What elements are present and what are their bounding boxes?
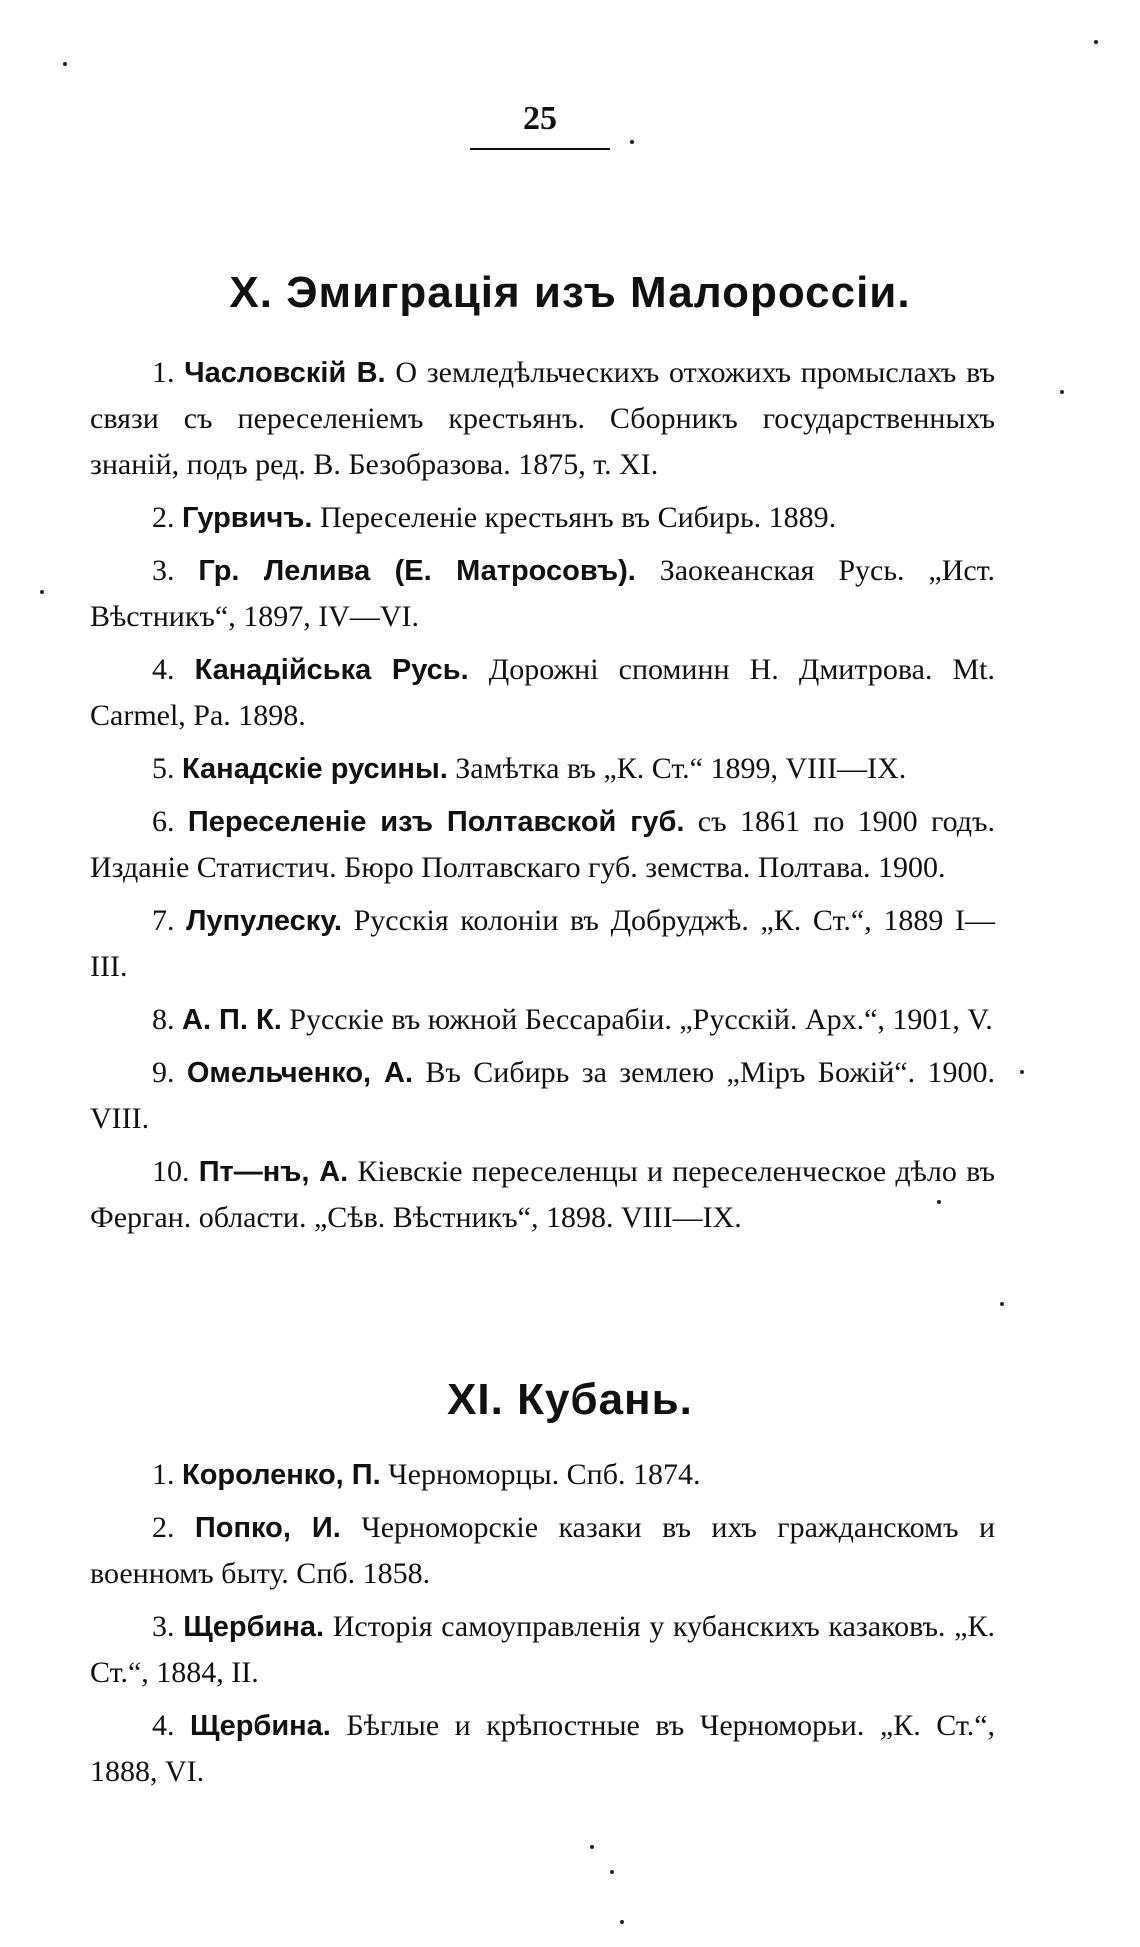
entry-text: Дорожні споминн Н. Дмитрова. Mt. Carmel, Pa. 1898. — [90, 653, 995, 732]
entry-text: Русскія колоніи въ Добруджѣ. „К. Ст.“, 1889 I—III. — [90, 904, 996, 983]
bibliography-entry: 2. Попко, И. Черноморскіе казаки въ ихъ гражданскомъ и военномъ быту. Спб. 1858. — [90, 1511, 996, 1590]
entry-author: А. П. К. — [182, 1004, 282, 1036]
entry-author: Щербина. — [190, 1710, 331, 1742]
section-title-kuban: XI. Кубань. — [447, 1375, 693, 1424]
entry-author: Пт—нъ, А. — [198, 1156, 349, 1188]
scan-speck — [1000, 1302, 1004, 1306]
bibliography-entry: 3. Гр. Лелива (Е. Матросовъ). Заокеанская Русь. „Ист. Вѣстникъ“, 1897, IV—VI. — [90, 554, 996, 633]
entry-author: Гурвичъ. — [182, 502, 313, 534]
bibliography-entry: 1. Часловскій В. О земледѣльческихъ отхожихъ промыслахъ въ связи съ переселеніемъ крестьянъ. Сборникъ государственныхъ знаній, подъ ред. В. Безобразова. 1875, т. XI. — [90, 356, 996, 481]
bibliography-entry: 2. Гурвичъ. Переселеніе крестьянъ въ Сибирь. 1889. — [152, 501, 837, 534]
entry-author: Часловскій В. — [184, 357, 386, 389]
scan-speck — [620, 1920, 624, 1924]
scan-speck — [1094, 40, 1098, 44]
entry-author: Щербина. — [183, 1611, 325, 1643]
scan-speck — [630, 140, 634, 144]
entry-text: Бѣглые и крѣпостные въ Черноморьи. „К. Ст.“, 1888, VI. — [90, 1709, 996, 1788]
scan-speck — [937, 1200, 941, 1204]
bibliography-entry: 5. Канадскіе русины. Замѣтка въ „К. Ст.“ 1899, VIII—IX. — [152, 752, 907, 785]
page-number: 25 — [470, 100, 610, 150]
bibliography-entry: 8. А. П. К. Русскіе въ южной Бессарабіи. „Русскій. Арх.“, 1901, V. — [152, 1003, 993, 1036]
entry-author: Попко, И. — [194, 1512, 341, 1544]
bibliography-list-emigration — [90, 350, 995, 1248]
entry-author: Короленко, П. — [182, 1459, 381, 1491]
bibliography-entry: 10. Пт—нъ, А. Кіевскіе переселенцы и переселенческое дѣло въ Ферган. области. „Сѣв. Вѣстникъ“, 1898. VIII—IX. — [90, 1155, 996, 1234]
entry-author: Лупулеску. — [186, 905, 342, 937]
entry-author: Переселеніе изъ Полтавской губ. — [187, 806, 685, 838]
entry-text: Кіевскіе переселенцы и переселенческое дѣло въ Ферган. области. „Сѣв. Вѣстникъ“, 1898. VIII—IX. — [90, 1155, 996, 1234]
entry-text: Русскіе въ южной Бессарабіи. „Русскій. Арх.“, 1901, V. — [289, 1003, 993, 1036]
entry-author: Канадійська Русь. — [194, 654, 469, 686]
entry-text: Черноморскіе казаки въ ихъ гражданскомъ и военномъ быту. Спб. 1858. — [90, 1511, 996, 1590]
bibliography-entry: 1. Короленко, П. Черноморцы. Спб. 1874. — [152, 1458, 701, 1491]
bibliography-entry: 6. Переселеніе изъ Полтавской губ. съ 1861 по 1900 годъ. Изданіе Статистич. Бюро Полтавскаго губ. земства. Полтава. 1900. — [90, 805, 995, 884]
bibliography-list-kuban — [90, 1452, 995, 1802]
entry-text: О земледѣльческихъ отхожихъ промыслахъ въ связи съ переселеніемъ крестьянъ. Сборникъ государственныхъ знаній, подъ ред. В. Безобразова. 1875, т. XI. — [90, 356, 996, 481]
entry-text: Исторія самоуправленія у кубанскихъ казаковъ. „К. Ст.“, 1884, II. — [90, 1610, 996, 1689]
scan-speck — [40, 590, 44, 594]
entry-text: Черноморцы. Спб. 1874. — [388, 1458, 701, 1491]
bibliography-entry: 9. Омельченко, А. Въ Сибирь за землею „Міръ Божій“. 1900. VIII. — [90, 1056, 995, 1135]
scan-speck — [610, 1870, 614, 1874]
scan-speck — [1020, 1070, 1024, 1074]
bibliography-entry: 4. Щербина. Бѣглые и крѣпостные въ Черноморьи. „К. Ст.“, 1888, VI. — [90, 1709, 996, 1788]
entry-author: Омельченко, А. — [186, 1057, 414, 1089]
entry-author: Гр. Лелива (Е. Матросовъ). — [198, 555, 636, 587]
scan-speck — [590, 1845, 594, 1849]
entry-text: Переселеніе крестьянъ въ Сибирь. 1889. — [320, 501, 837, 534]
entry-author: Канадскіе русины. — [182, 753, 448, 785]
scan-speck — [1060, 390, 1064, 394]
entry-text: съ 1861 по 1900 годъ. Изданіе Статистич. Бюро Полтавскаго губ. земства. Полтава. 1900. — [90, 805, 995, 884]
section-title-emigration: X. Эмиграція изъ Малороссіи. — [229, 268, 911, 317]
bibliography-entry: 7. Лупулеску. Русскія колоніи въ Добруджѣ. „К. Ст.“, 1889 I—III. — [90, 904, 996, 983]
bibliography-entry: 4. Канадійська Русь. Дорожні споминн Н. Дмитрова. Mt. Carmel, Pa. 1898. — [90, 653, 995, 732]
entry-text: Замѣтка въ „К. Ст.“ 1899, VIII—IX. — [455, 752, 907, 785]
bibliography-entry: 3. Щербина. Исторія самоуправленія у кубанскихъ казаковъ. „К. Ст.“, 1884, II. — [90, 1610, 996, 1689]
entry-text: Въ Сибирь за землею „Міръ Божій“. 1900. VIII. — [90, 1056, 995, 1135]
entry-text: Заокеанская Русь. „Ист. Вѣстникъ“, 1897, IV—VI. — [90, 554, 996, 633]
scan-speck — [63, 62, 67, 66]
